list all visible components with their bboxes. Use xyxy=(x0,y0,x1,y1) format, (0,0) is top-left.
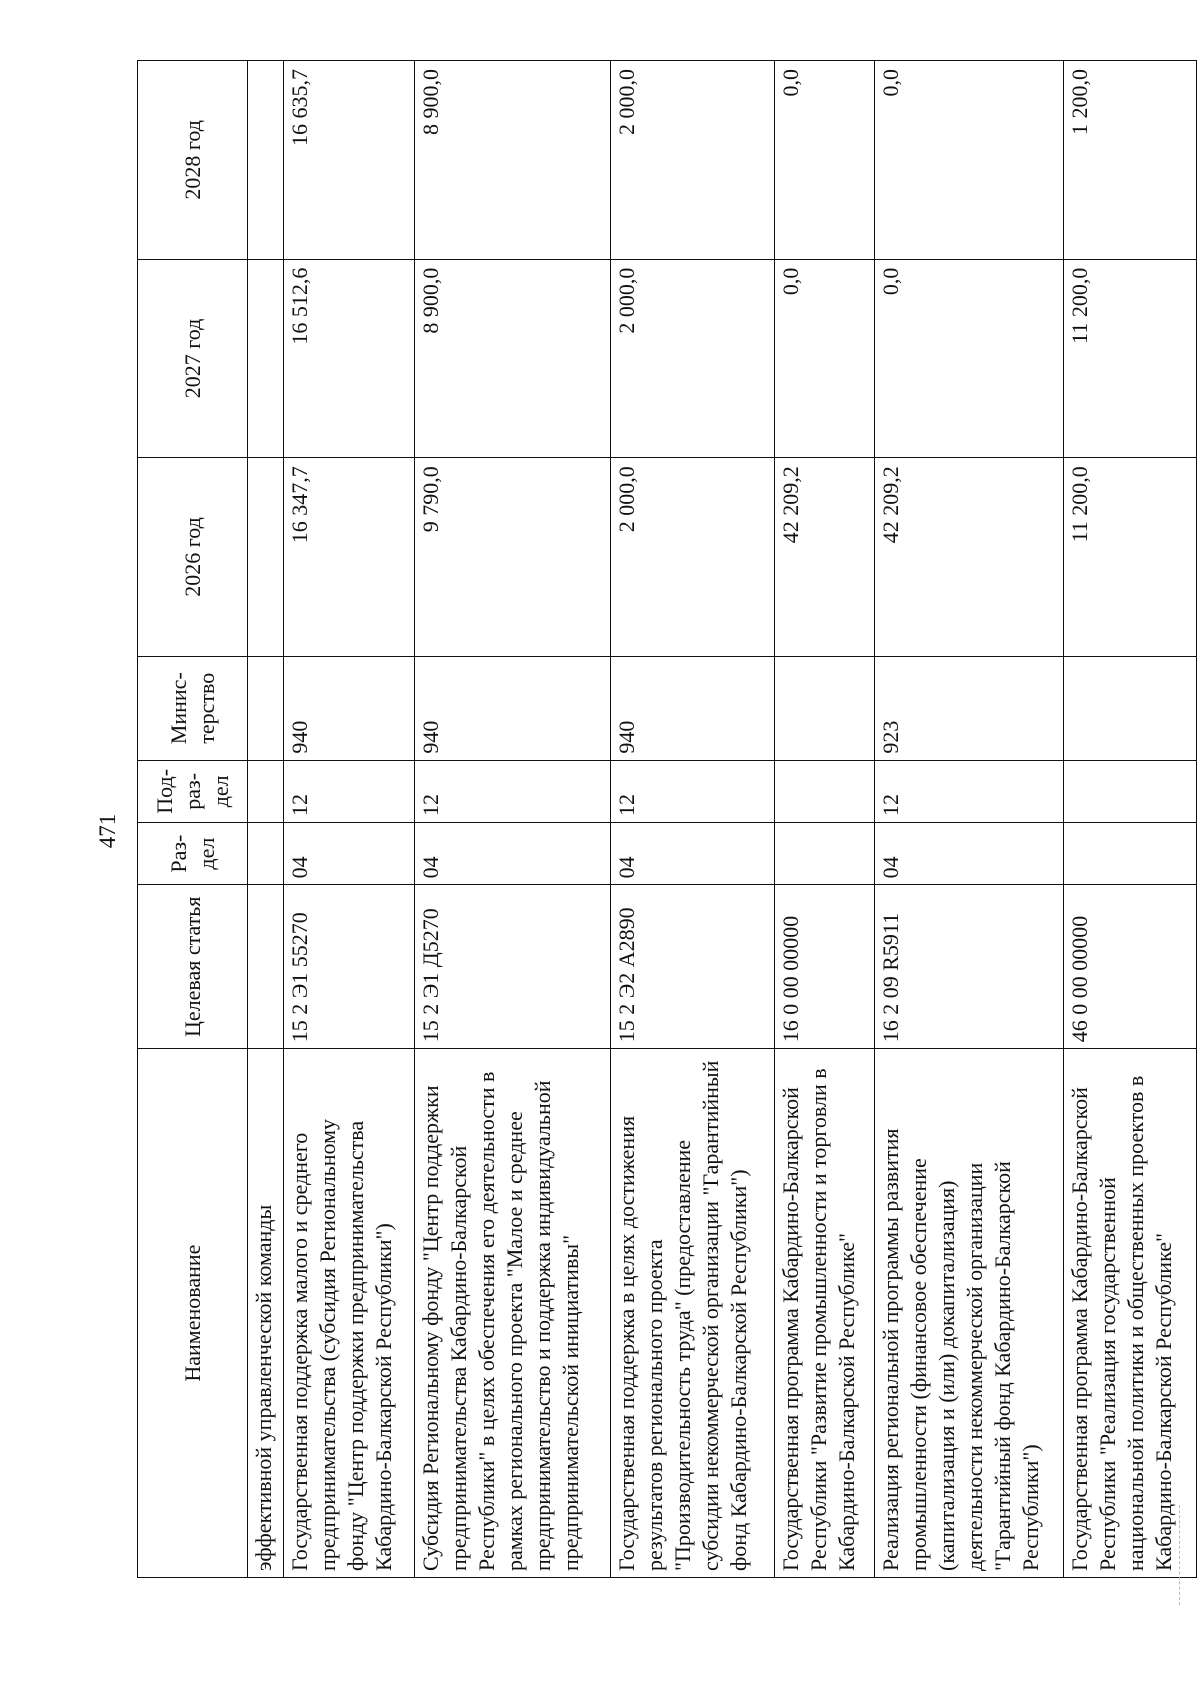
table-row xyxy=(774,61,874,1578)
row-ministry xyxy=(248,656,284,760)
row-name: Государственная программа Кабардино-Балкарской Республики "Развитие промышленности и торговли в Кабардино-Балкарской Республике" xyxy=(774,1049,874,1578)
row-ministry xyxy=(1063,656,1196,760)
row-section xyxy=(248,822,284,884)
row-2027: 11 200,0 xyxy=(1063,259,1196,458)
row-name: Субсидия Региональному фонду "Центр поддержки предпринимательства Кабардино-Балкарской Республики" в целях обеспечения его деятельности в рамках регионального проекта "Малое и среднее предпринимательство и поддержка индивидуальной предпринимательской инициативы" xyxy=(414,1049,610,1578)
row-target: 15 2 Э1 55270 xyxy=(283,885,414,1049)
table-row xyxy=(875,61,1064,1578)
row-target: 16 2 09 R5911 xyxy=(875,885,1064,1049)
row-subsection xyxy=(774,760,874,822)
row-section: 04 xyxy=(875,822,1064,884)
row-2028: 1 200,0 xyxy=(1063,61,1196,260)
row-section: 04 xyxy=(283,822,414,884)
row-name: Реализация региональной программы развития промышленности (финансовое обеспечение (капитализация и (или) докапитализация) деятельности некоммерческой организации "Гарантийный фонд Кабардино-Балкарской Республики") xyxy=(875,1049,1064,1578)
row-subsection xyxy=(248,760,284,822)
page-number: 471 xyxy=(95,813,120,849)
row-ministry: 940 xyxy=(611,656,775,760)
row-section: 04 xyxy=(611,822,775,884)
row-ministry: 940 xyxy=(283,656,414,760)
row-subsection: 12 xyxy=(875,760,1064,822)
row-2026: 9 790,0 xyxy=(414,458,610,657)
header-ministry: Минис-терство xyxy=(138,656,248,760)
row-2027: 0,0 xyxy=(875,259,1064,458)
row-name: эффективной управленческой команды xyxy=(248,1049,284,1578)
row-subsection: 12 xyxy=(611,760,775,822)
row-2028: 0,0 xyxy=(875,61,1064,260)
header-2027: 2027 год xyxy=(138,259,248,458)
table-row xyxy=(283,61,414,1578)
header-subsection: Под-раз-дел xyxy=(138,760,248,822)
row-subsection: 12 xyxy=(283,760,414,822)
row-2027: 16 512,6 xyxy=(283,259,414,458)
row-name: Государственная поддержка малого и среднего предпринимательства (субсидия Региональному фонду "Центр поддержки предпринимательства Кабардино-Балкарской Республики") xyxy=(283,1049,414,1578)
row-2026: 16 347,7 xyxy=(283,458,414,657)
row-2027: 8 900,0 xyxy=(414,259,610,458)
row-2026: 11 200,0 xyxy=(1063,458,1196,657)
row-2028: 0,0 xyxy=(774,61,874,260)
row-section: 04 xyxy=(414,822,610,884)
header-target: Целевая статья xyxy=(138,885,248,1049)
header-section: Раз-дел xyxy=(138,822,248,884)
row-section xyxy=(1063,822,1196,884)
row-name: Государственная поддержка в целях достижения результатов регионального проекта "Производительность труда" (предоставление субсидии некоммерческой организации "Гарантийный фонд Кабардино-Балкарской Республики") xyxy=(611,1049,775,1578)
header-name: Наименование xyxy=(138,1049,248,1578)
row-target: 15 2 Э1 Д5270 xyxy=(414,885,610,1049)
row-2027: 0,0 xyxy=(774,259,874,458)
row-subsection xyxy=(1063,760,1196,822)
row-2028: 2 000,0 xyxy=(611,61,775,260)
table-row xyxy=(414,61,610,1578)
budget-table-container xyxy=(137,60,1197,1578)
table-row xyxy=(1063,61,1196,1578)
row-2026: 2 000,0 xyxy=(611,458,775,657)
row-subsection: 12 xyxy=(414,760,610,822)
scan-edge-mark xyxy=(1179,1505,1184,1605)
row-ministry: 940 xyxy=(414,656,610,760)
table-row xyxy=(248,61,284,1578)
header-row xyxy=(138,61,248,1578)
row-2026: 42 209,2 xyxy=(875,458,1064,657)
budget-table xyxy=(137,60,1197,1578)
row-2026: 42 209,2 xyxy=(774,458,874,657)
header-2028: 2028 год xyxy=(138,61,248,260)
row-2027 xyxy=(248,259,284,458)
row-target: 16 0 00 00000 xyxy=(774,885,874,1049)
row-2028 xyxy=(248,61,284,260)
row-target: 46 0 00 00000 xyxy=(1063,885,1196,1049)
header-2026: 2026 год xyxy=(138,458,248,657)
row-ministry: 923 xyxy=(875,656,1064,760)
row-section xyxy=(774,822,874,884)
row-2028: 8 900,0 xyxy=(414,61,610,260)
row-2028: 16 635,7 xyxy=(283,61,414,260)
table-row xyxy=(611,61,775,1578)
row-target: 15 2 Э2 А2890 xyxy=(611,885,775,1049)
row-name: Государственная программа Кабардино-Балкарской Республики "Реализация государственной национальной политики и общественных проектов в Кабардино-Балкарской Республике" xyxy=(1063,1049,1196,1578)
row-ministry xyxy=(774,656,874,760)
row-2027: 2 000,0 xyxy=(611,259,775,458)
row-2026 xyxy=(248,458,284,657)
row-target xyxy=(248,885,284,1049)
